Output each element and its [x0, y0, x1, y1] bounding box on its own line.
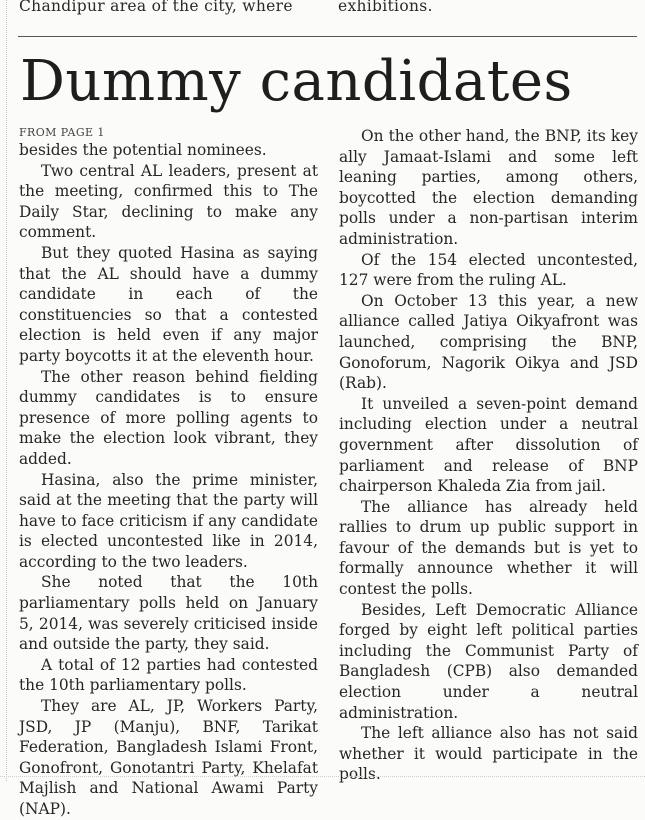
jump-line: FROM PAGE 1 [19, 126, 105, 139]
paragraph: Besides, Left Democratic Alliance forged by eight left political parties including the Communist Party of Bangladesh (CPB) also demanded election under a neutral administration. [339, 600, 638, 722]
article-column-right [339, 126, 638, 785]
paragraph: But they quoted Hasina as saying that the AL should have a dummy candidate in each of the constituencies so that a contested election is held even if any major party boycotts it at the eleventh hour. [19, 243, 318, 365]
paragraph: Hasina, also the prime minister, said at the meeting that the party will have to face criticism if any candidate is elected uncontested like in 2014, according to the two leaders. [19, 470, 318, 571]
page-gutter [0, 0, 7, 781]
paragraph: The alliance has already held rallies to drum up public support in favour of the demands but is yet to formally announce whether it will contest the polls. [339, 497, 638, 599]
paragraph: It unveiled a seven-point demand including election under a neutral government after dissolution of parliament and release of BNP chairperson Khaleda Zia from jail. [339, 394, 638, 496]
paragraph: She noted that the 10th parliamentary polls held on January 5, 2014, was severely criticised inside and outside the party, they said. [19, 573, 318, 654]
article-column-left [19, 126, 318, 820]
paragraph: besides the potential nominees. [19, 141, 267, 159]
paragraph: A total of 12 parties had contested the 10th parliamentary polls. [19, 655, 318, 695]
previous-story-fragment-left: Chandipur area of the city, where [19, 0, 293, 15]
paragraph: Of the 154 elected uncontested, 127 were from the ruling AL. [339, 250, 638, 290]
headline: Dummy candidates [20, 49, 573, 114]
paragraph: The left alliance also has not said whether it would participate in the polls. [339, 724, 638, 784]
paragraph: The other reason behind fielding dummy candidates is to ensure presence of more polling agents to make the election look vibrant, they added. [19, 367, 318, 468]
page-edge [0, 776, 645, 779]
section-divider [18, 36, 637, 37]
paragraph: They are AL, JP, Workers Party, JSD, JP (Manju), BNF, Tarikat Federation, Bangladesh Islami Front, Gonofront, Gonotantri Party, Khelafat Majlish and National Awami Party (NAP). [19, 697, 318, 818]
paragraph: Two central AL leaders, present at the meeting, confirmed this to The Daily Star, declining to make any comment. [19, 161, 318, 242]
previous-story-fragment-right: exhibitions. [338, 0, 433, 15]
paragraph: On the other hand, the BNP, its key ally Jamaat-Islami and some left leaning parties, among others, boycotted the election demanding polls under a non-partisan interim administration. [339, 127, 638, 248]
paragraph: On October 13 this year, a new alliance called Jatiya Oikyafront was launched, comprising the BNP, Gonoforum, Nagorik Oikya and JSD (Rab). [339, 291, 638, 393]
